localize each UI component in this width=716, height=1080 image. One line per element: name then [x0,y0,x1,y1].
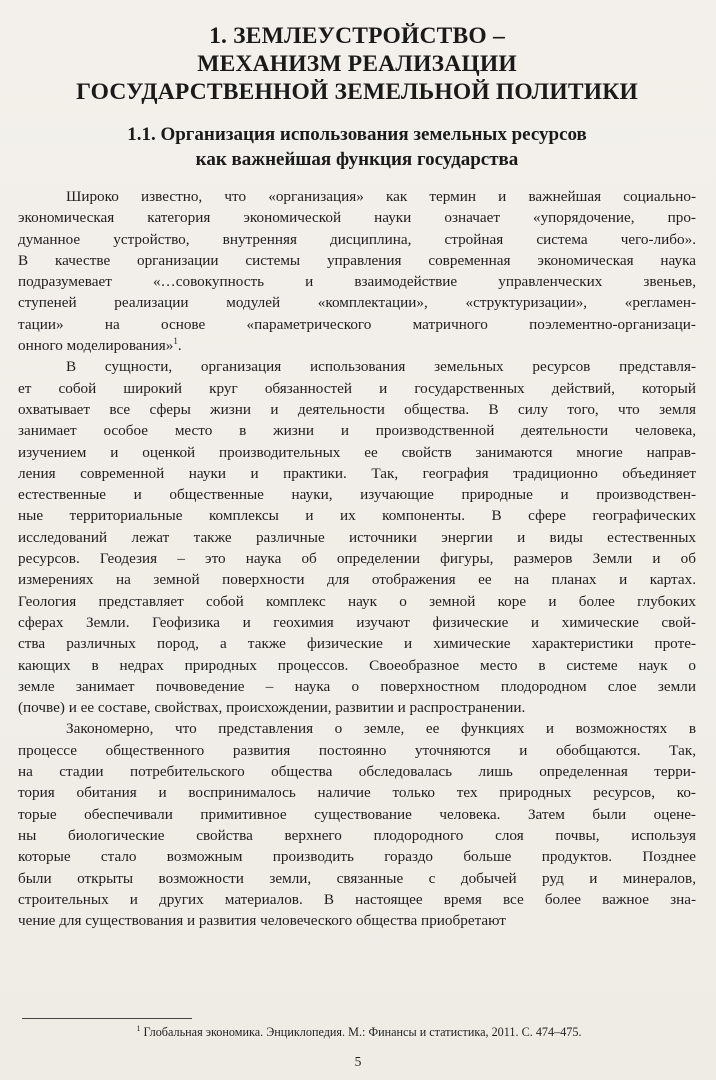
text-line: подразумевает «…совокупность и взаимодействие управленческих звеньев, [18,273,696,291]
text-line: ления современной науки и практики. Так, география традиционно объединяет [18,464,696,482]
text-line: В сущности, организация использования земельных ресурсов представля- [66,358,696,376]
text-line: тации» на основе «параметрического матричного поэлементно-организаци- [18,315,696,333]
text-line: чение для существования и развития человеческого общества приобретают [18,912,506,930]
text-line: были открыты возможности земли, связанные с добычей руд и минералов, [18,869,696,887]
text-line: ресурсов. Геодезия – это наука об определении фигуры, размеров Земли и об [18,550,696,568]
text-line: ные территориальные комплексы и их компоненты. В сфере географических [18,507,696,525]
text-line: ступеней реализации модулей «комплектации», «структуризации», «регламен- [18,294,696,312]
text-line: торые обеспечивали примитивное существование человека. Затем были оцене- [18,805,696,823]
paragraph [18,356,696,718]
text-line: думанное устройство, внутренняя дисциплина, стройная система чего-либо». [18,230,696,248]
chapter-title [18,22,696,106]
text-segment: онного моделирования» [18,337,174,355]
text-line: Геология представляет собой комплекс наук о земной коре и более глубоких [18,592,696,610]
footnote-text: Глобальная экономика. Энциклопедия. М.: Финансы и статистика, 2011. С. 474–475. [143,1025,582,1039]
text-line: которые стало возможным производить гораздо больше продуктов. Позднее [18,848,696,866]
text-line: экономическая категория экономической науки означает «упорядочение, про- [18,209,696,227]
text-line: В качестве организации системы управления современная экономическая наука [18,251,696,269]
text-line: Закономерно, что представления о земле, ее функциях и возможностях в [66,720,696,738]
footnote-mark: 1 [136,1023,141,1033]
chapter-title-line: 1. ЗЕМЛЕУСТРОЙСТВО – [209,23,505,49]
text-line: ет собой широкий круг обязанностей и государственных действий, который [18,379,696,397]
section-title-line: 1.1. Организация использования земельных ресурсов [127,124,587,145]
paragraph [18,718,696,931]
text-line: сферах Земли. Геофизика и геохимия изучают физические и химические свой- [18,613,696,631]
text-line: процессе общественного развития постоянно уточняются и обобщаются. Так, [18,741,696,759]
text-line: ства различных пород, а также физические и химические характеристики проте- [18,635,696,653]
text-line [18,335,696,356]
text-line: исследований лежат также различные источники энергии и виды естественных [18,528,696,546]
paragraph [18,186,696,356]
section-title-line: как важнейшая функция государства [195,149,519,170]
footnote-divider [22,1018,192,1019]
text-line: занимает особое место в жизни и производственной деятельности человека, [18,422,696,440]
chapter-title-line: МЕХАНИЗМ РЕАЛИЗАЦИИ [197,51,517,77]
text-line: на стадии потребительского общества обследовалась лишь определенная терри- [18,763,696,781]
text-segment: . [177,337,182,355]
text-line: естественные и общественные науки, изучающие природные и производствен- [18,486,696,504]
body-text [18,186,696,931]
text-line: строительных и других материалов. В настоящее время все более важное зна- [18,890,696,908]
text-line: охватывает все сферы жизни и деятельности общества. В силу того, что земля [18,400,696,418]
text-line: ны биологические свойства верхнего плодородного слоя почвы, используя [18,826,696,844]
footnote [22,1024,696,1040]
text-line: Широко известно, что «организация» как термин и важнейшая социально- [66,188,696,205]
text-line: (почве) и ее составе, свойствах, происхождении, развитии и распространении. [18,699,526,717]
chapter-title-line: ГОСУДАРСТВЕННОЙ ЗЕМЕЛЬНОЙ ПОЛИТИКИ [76,79,638,105]
page-number: 5 [354,1054,362,1069]
text-line: изучением и оценкой производительных ее свойств занимаются многие направ- [18,443,696,461]
text-line: тория обитания и воспринималось наличие только тех природных ресурсов, ко- [18,784,696,802]
text-line: измерениях на земной поверхности для отображения ее на планах и картах. [18,571,696,589]
text-line: земле занимает почвоведение – наука о поверхностном плодородном слое земли [18,677,696,695]
section-title [18,122,696,172]
footnote-reference[interactable]: 1 [173,336,178,347]
text-line: кающих в недрах природных процессов. Своеобразное место в системе наук о [18,656,696,674]
